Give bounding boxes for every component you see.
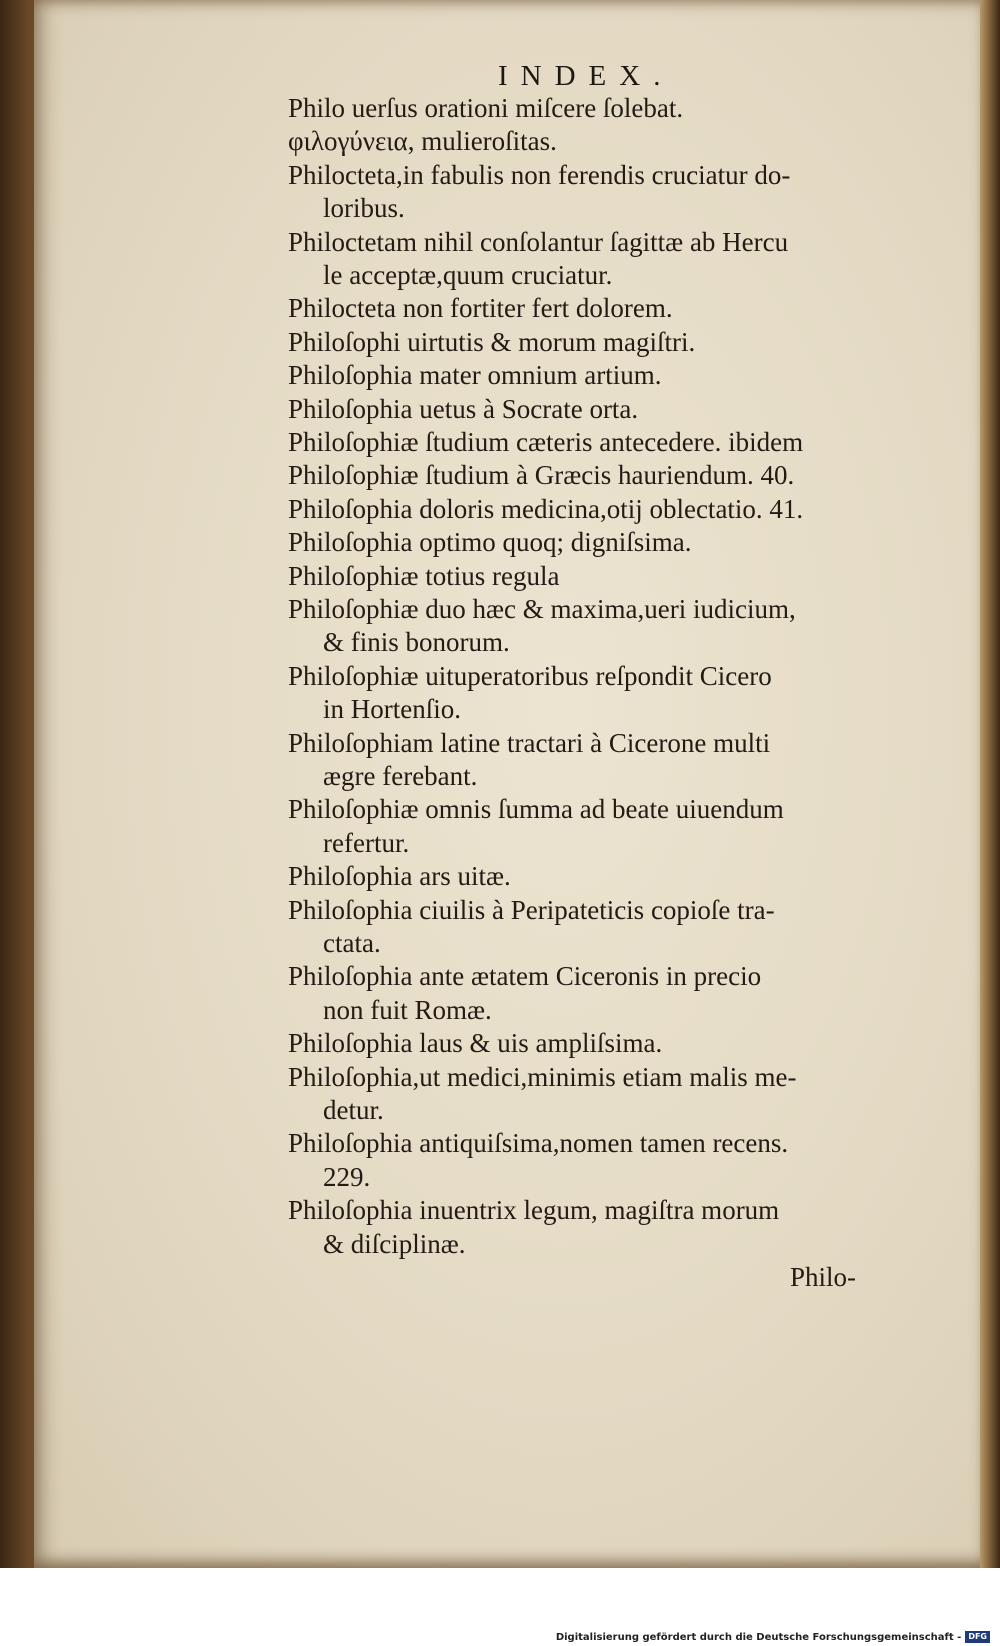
index-entry-continuation: loribus. (323, 193, 405, 224)
index-entry-line: Philoſophia mater omnium artium. (288, 360, 662, 391)
index-entry-continuation: & finis bonorum. (323, 627, 510, 658)
index-entry-line: Philoſophia doloris medicina,otij oblectatio. 41. (288, 493, 804, 524)
index-entry-line: Philoſophia,ut medici,minimis etiam malis me- (288, 1061, 797, 1092)
index-entry-continuation: non fuit Romæ. (323, 994, 492, 1025)
index-entry-line: Philoſophiæ uituperatoribus reſpondit Cicero (288, 660, 772, 691)
index-entry-continuation: in Hortenſio. (323, 694, 461, 725)
page-header: INDEX. (498, 60, 674, 92)
index-entry-line: Philo uerſus orationi miſcere ſolebat. (288, 93, 684, 123)
catchword: Philo- (790, 1262, 857, 1292)
index-entry-line: Philoſophia uetus à Socrate orta. (288, 393, 639, 424)
index-entry-line: Philoſophiam latine tractari à Cicerone multi (288, 727, 771, 758)
index-entry-continuation: ægre ferebant. (323, 761, 478, 791)
index-entry-line: Philocteta,in fabulis non ferendis cruciatur do- (288, 159, 791, 190)
index-entry-line: Philoſophiæ ſtudium à Græcis hauriendum. 40. (288, 460, 795, 491)
index-entry-line: Philoſophia ante ætatem Ciceronis in precio (288, 961, 762, 992)
index-entry-line: Philoctetam nihil conſolantur ſagittæ ab Hercu (288, 226, 789, 257)
digitization-credit (556, 1630, 990, 1644)
index-entry-line: Philoſophia ciuilis à Peripateticis copioſe tra- (288, 894, 775, 925)
credit-text: Digitalisierung gefördert durch die Deutsche Forschungsgemeinschaft - (555, 1631, 962, 1643)
index-entry-line: Philoſophiæ duo hæc & maxima,ueri iudicium, (288, 594, 796, 624)
index-entry-line: Philoſophi uirtutis & morum magiſtri. (288, 326, 696, 357)
index-entry-line: Philoſophiæ totius regula (288, 560, 560, 591)
dfg-logo: DFG (965, 1631, 990, 1643)
index-entry-line: Philoſophiæ omnis ſumma ad beate uiuendum (288, 794, 784, 825)
index-entry-continuation: le acceptæ,quum cruciatur. (323, 260, 613, 290)
index-entry-continuation: ctata. (323, 928, 381, 958)
index-entry-line: Philoſophia inuentrix legum, magiſtra morum (288, 1195, 780, 1226)
index-entry-line: Philoſophia laus & uis ampliſsima. (288, 1028, 663, 1059)
index-entry-line: Philoſophiæ ſtudium cæteris antecedere. ibidem (288, 427, 804, 457)
index-entry-continuation: & diſciplinæ. (323, 1228, 466, 1259)
index-entry-line: Philoſophia optimo quoq; digniſsima. (288, 527, 692, 558)
index-entry-continuation: detur. (323, 1095, 384, 1125)
index-entry-line: Philocteta non fortiter fert dolorem. (288, 293, 673, 324)
index-entry-line: φιλογύνεια, mulieroſitas. (288, 126, 557, 157)
index-entry-continuation: refertur. (323, 827, 410, 858)
page-edge (980, 0, 1000, 1568)
index-entry-line: Philoſophia ars uitæ. (288, 861, 511, 892)
index-entry-line: Philoſophia antiquiſsima,nomen tamen recens. (288, 1128, 789, 1159)
index-entry-continuation: 229. (323, 1161, 371, 1192)
